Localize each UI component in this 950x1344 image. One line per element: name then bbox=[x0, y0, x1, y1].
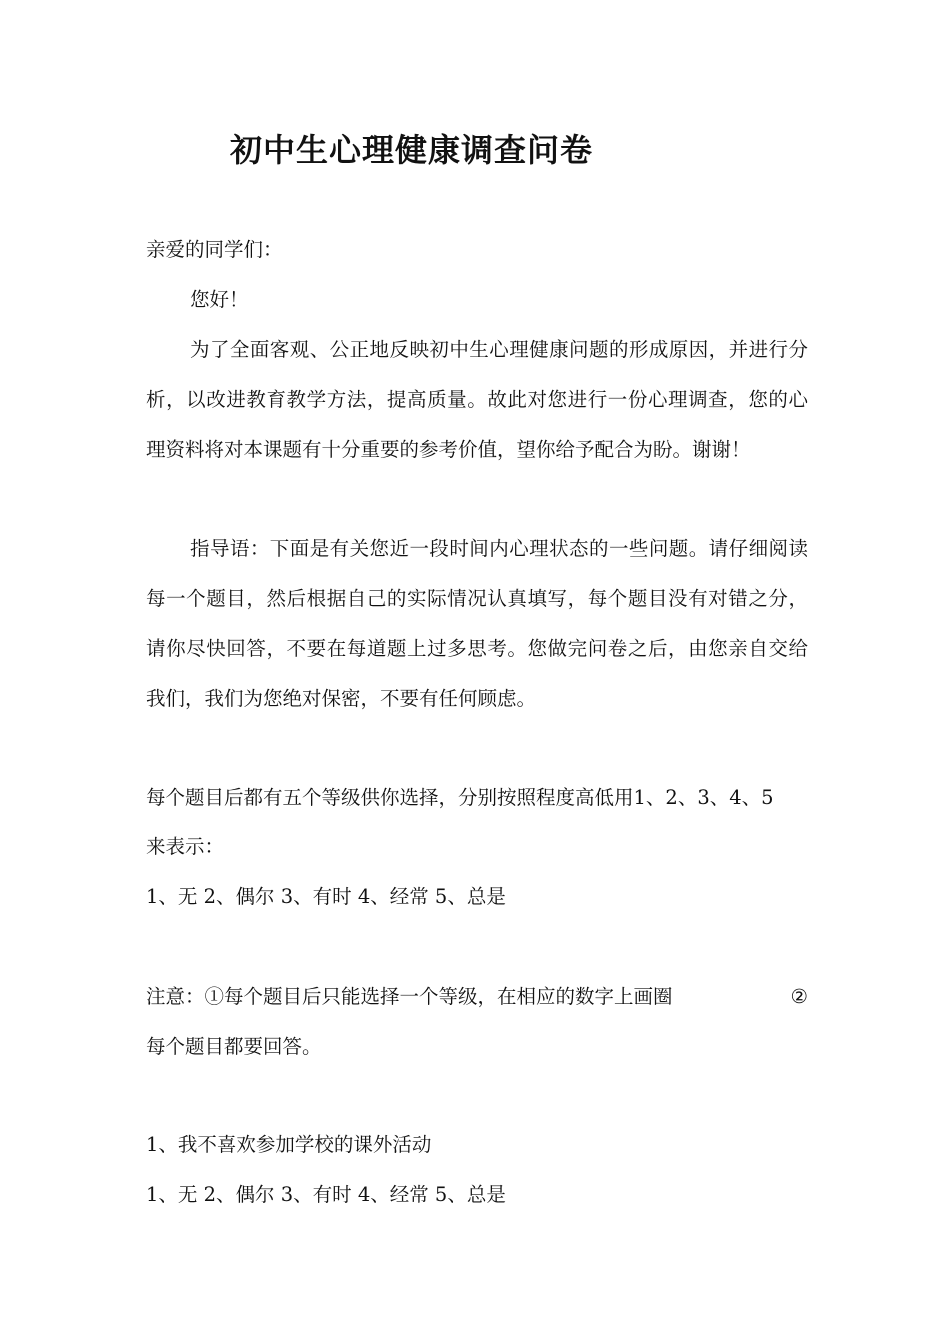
question-1: 1、我不喜欢参加学校的课外活动 bbox=[146, 1133, 432, 1156]
scale-intro-line1: 每个题目后都有五个等级供你选择，分别按照程度高低用1、2、3、4、5 bbox=[146, 786, 774, 809]
note-block bbox=[146, 972, 808, 1072]
hello: 您好！ bbox=[190, 288, 249, 311]
scale-options: 1、无 2、偶尔 3、有时 4、经常 5、总是 bbox=[146, 885, 506, 908]
page-title: 初中生心理健康调查问卷 bbox=[230, 131, 594, 169]
note-part2: ② bbox=[790, 985, 808, 1008]
question-1-options: 1、无 2、偶尔 3、有时 4、经常 5、总是 bbox=[146, 1183, 506, 1206]
scale-intro-line2: 来表示： bbox=[146, 835, 225, 858]
note-row bbox=[146, 972, 808, 1022]
greeting: 亲爱的同学们： bbox=[146, 238, 283, 261]
guide-paragraph: 指导语：下面是有关您近一段时间内心理状态的一些问题。请仔细阅读每一个题目，然后根据自己的实际情况认真填写，每个题目没有对错之分，请你尽快回答，不要在每道题上过多思考。您做完问卷之后，由您亲自交给我们，我们为您绝对保密，不要有任何顾虑。 bbox=[146, 537, 808, 710]
note-line2: 每个题目都要回答。 bbox=[146, 1035, 322, 1058]
intro-paragraph: 为了全面客观、公正地反映初中生心理健康问题的形成原因，并进行分析，以改进教育教学方法，提高质量。故此对您进行一份心理调查，您的心理资料将对本课题有十分重要的参考价值，望你给予配合为盼。谢谢！ bbox=[146, 338, 808, 461]
note-part1: 注意：①每个题目后只能选择一个等级，在相应的数字上画圈 bbox=[146, 985, 673, 1008]
